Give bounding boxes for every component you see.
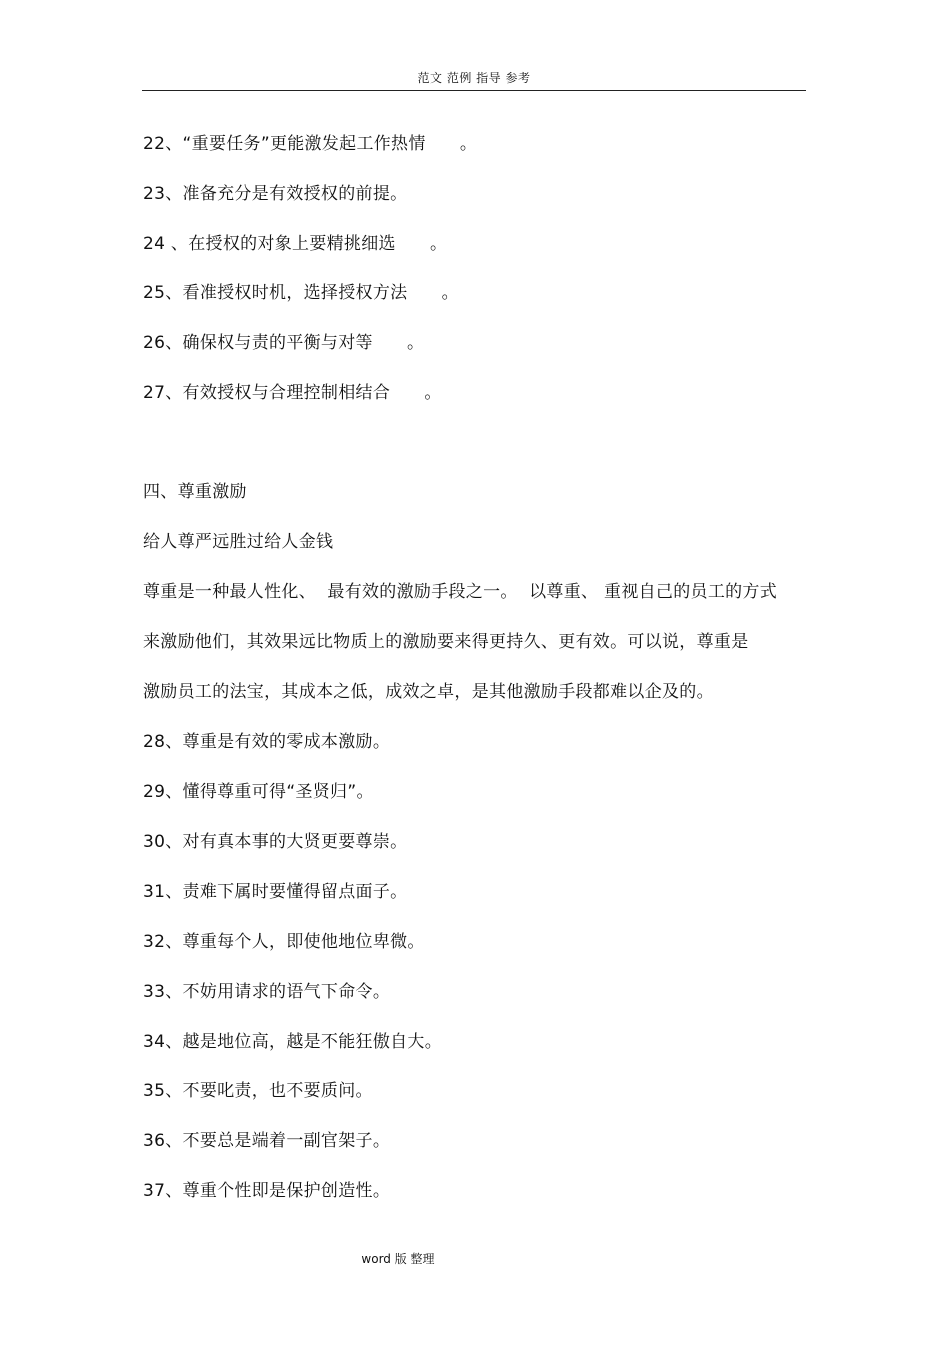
paragraph-line-2: 来激励他们，其效果远比物质上的激励要来得更持久、更有效。可以说，尊重是 <box>143 632 749 652</box>
page-header: 范文 范例 指导 参考 <box>142 68 806 91</box>
list-item-24: 24 、在授权的对象上要精挑细选 。 <box>143 234 448 254</box>
list-item-36: 36、不要总是端着一副官架子。 <box>143 1131 391 1151</box>
list-item-26: 26、确保权与责的平衡与对等 。 <box>143 333 425 353</box>
list-item-25: 25、看准授权时机，选择授权方法 。 <box>143 283 459 303</box>
list-item-33: 33、不妨用请求的语气下命令。 <box>143 982 391 1002</box>
paragraph-line-3: 激励员工的法宝，其成本之低，成效之卓，是其他激励手段都难以企及的。 <box>143 682 714 702</box>
list-item-23: 23、准备充分是有效授权的前提。 <box>143 184 408 204</box>
list-item-27: 27、有效授权与合理控制相结合 。 <box>143 383 442 403</box>
list-item-34: 34、越是地位高，越是不能狂傲自大。 <box>143 1032 443 1052</box>
list-item-32: 32、尊重每个人，即使他地位卑微。 <box>143 932 425 952</box>
list-item-22: 22、“重要任务”更能激发起工作热情 。 <box>143 134 478 154</box>
paragraph-line-1: 尊重是一种最人性化、 最有效的激励手段之一。 以尊重、 重视自己的员工的方式 <box>143 582 778 602</box>
list-item-28: 28、尊重是有效的零成本激励。 <box>143 732 391 752</box>
list-item-30: 30、对有真本事的大贤更要尊崇。 <box>143 832 408 852</box>
section-heading: 四、尊重激励 <box>143 482 247 502</box>
list-item-37: 37、尊重个性即是保护创造性。 <box>143 1181 391 1201</box>
list-item-35: 35、不要叱责，也不要质问。 <box>143 1081 373 1101</box>
page-footer: word 版 整理 <box>361 1252 435 1266</box>
list-item-31: 31、责难下属时要懂得留点面子。 <box>143 882 408 902</box>
section-subtitle: 给人尊严远胜过给人金钱 <box>143 532 334 552</box>
list-item-29: 29、懂得尊重可得“圣贤归”。 <box>143 782 374 802</box>
